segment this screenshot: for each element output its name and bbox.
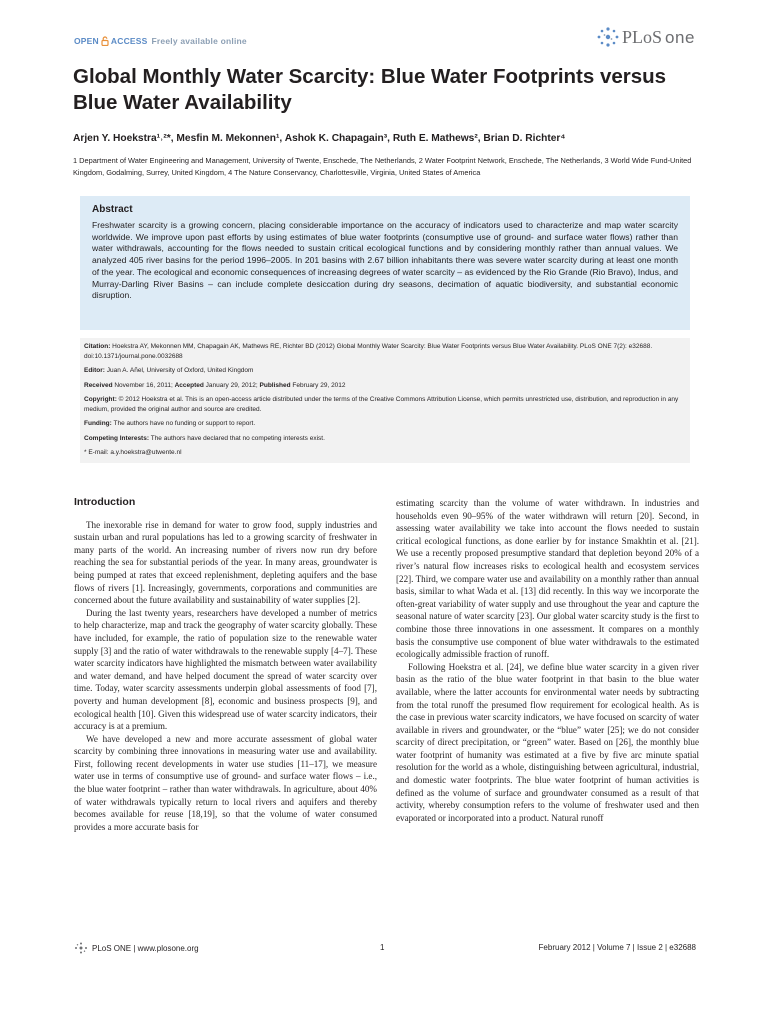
citation-text: Hoekstra AY, Mekonnen MM, Chapagain AK, Mathews RE, Richter BD (2012) Global Monthly Water Scarcity: Blue Water Footprints versus Blue Water Availability. PLoS ONE 7(2): e32688. doi:10.1371/journal.pone.0032688 (84, 343, 653, 360)
open-label: OPEN (74, 36, 99, 46)
abstract-box (80, 196, 690, 330)
article-title: Global Monthly Water Scarcity: Blue Water Footprints versus Blue Water Availability (73, 65, 667, 114)
editor (84, 366, 686, 376)
competing-label: Competing Interests: (84, 434, 150, 442)
body-paragraph: Following Hoekstra et al. [24], we define blue water scarcity in a given river basin as the ratio of the blue water footprint in that basin to the blue water available, where the latter accounts for environmental water needs by subtracting from the total runoff the presumed flow requirement for ecological health. As is the case in previous water scarcity indicators, we have focused on scarcity of water available in rivers and groundwater, or the “blue” water [25]; we do not consider scarcity of direct precipitation, or “green” water. Based on [26], the monthly blue water footprint of humanity was estimated at a five by five arc minute spatial resolution for the world as a whole, distinguishing between agricultural, industrial, and domestic water footprints. The blue water footprint of human activities is defined as the volume of surface and groundwater consumed as a result of that activity, whereby consumption refers to the volume of freshwater used and then evaporated or incorporated into a product. Natural runoff (396, 661, 699, 823)
footer-journal (74, 942, 199, 954)
plos-small-logo-icon (74, 942, 88, 954)
article-metadata (80, 338, 690, 463)
logo-one: one (665, 27, 695, 47)
abstract-heading: Abstract (92, 204, 133, 215)
editor-text: Juan A. Añel, University of Oxford, United Kingdom (106, 367, 254, 374)
competing-interests (84, 434, 686, 444)
page-number: 1 (380, 943, 385, 952)
footer-issue: February 2012 | Volume 7 | Issue 2 | e32688 (538, 943, 696, 952)
dates (84, 381, 686, 391)
citation (84, 342, 686, 361)
received-label: Received (84, 381, 113, 389)
page-footer (74, 942, 696, 956)
freely-available-label: Freely available online (151, 36, 247, 46)
funding-label: Funding: (84, 420, 112, 427)
body-paragraph: The inexorable rise in demand for water to grow food, supply industries and sustain urban and rural populations has led to a growing scarcity of freshwater in many parts of the world. An increasing number of rivers now run dry before reaching the sea for substantial periods of the year. In many areas, groundwater is being pumped at rates that exceed replenishment, depleting aquifers and the base flows of rivers [1]. Increasingly, governments, corporations and communities are concerned about the future availability and sustainability of water supplies [2]. (74, 519, 377, 606)
body-right-column (396, 497, 699, 824)
access-label: ACCESS (110, 36, 148, 46)
copyright (84, 395, 686, 414)
funding-text: The authors have no funding or support to report. (113, 420, 256, 427)
plos-one-logo (596, 26, 695, 48)
body-left-column (74, 496, 377, 833)
received-date: November 16, 2011; (114, 381, 173, 389)
editor-label: Editor: (84, 367, 105, 374)
body-paragraph: estimating scarcity than the volume of water withdrawn. In industries and households even 90–95% of the water withdrawn will return [20]. Second, in assessing water availability we take into account the flows needed to sustain critical ecological functions, as done earlier by for instance Smakhtin et al. [21]. We use a recently proposed presumptive standard that depletion beyond 20% of a river’s natural flow increases risks to ecological health and ecosystem services [22]. Third, we compare water use and availability on a monthly rather than annual basis, similar to what Wada et al. [13] did recently. In this way we incorporate the often-great variability of water supply and use throughout the year and capture the seasonal nature of water scarcity [23]. Our global water scarcity study is the first to combine those three innovations in one assessment. It compares on a monthly basis the consumptive use component of blue water withdrawals to the estimated ecologically admissible fraction of runoff. (396, 498, 699, 660)
copyright-text: © 2012 Hoekstra et al. This is an open-access article distributed under the terms of the Creative Commons Attribution License, which permits unrestricted use, distribution, and reproduction in any medium, provided the original author and source are credited. (84, 396, 679, 413)
open-access-banner (74, 36, 247, 46)
funding (84, 419, 686, 429)
citation-label: Citation: (84, 343, 111, 350)
published-label: Published (259, 381, 291, 389)
plos-dots-icon (596, 26, 620, 48)
affiliations: 1 Department of Water Engineering and Management, University of Twente, Enschede, The Netherlands, 2 Water Footprint Network, Enschede, The Netherlands, 3 World Wide Fund-United Kingdom, Godalming, Surrey, United Kingdom, 4 The Nature Conservancy, Charlottesville, Virginia, United States of America (73, 156, 692, 177)
open-lock-icon (101, 36, 109, 46)
footer-journal-text: PLoS ONE | www.plosone.org (92, 943, 199, 953)
body-paragraph: We have developed a new and more accurate assessment of global water scarcity by combining three innovations in measuring water use and availability. First, following recent developments in water use studies [11–17], we measure water use in terms of consumptive use of ground- and surface water flows – i.e., the blue water footprint – rather than water withdrawals. In agriculture, about 40% of water withdrawals typically return to local rivers and aquifers and thereby becomes available for reuse [18,19], so that the volume of water consumed provides a more accurate basis for (74, 733, 377, 832)
author-list: Arjen Y. Hoekstra¹˒²*, Mesfin M. Mekonnen¹, Ashok K. Chapagain³, Ruth E. Mathews², Brian D. Richter⁴ (73, 133, 566, 144)
body-paragraph: During the last twenty years, researchers have developed a number of metrics to help characterize, map and track the geography of water scarcity globally. These have included, for example, the ratio of population size to the renewable water supply [3] and the ratio of water withdrawals to the renewable supply [4–7]. These water scarcity indicators have highlighted the mismatch between water availability and water demand, and have helped document the spread of water scarcity over time. Today, water scarcity assessments underpin global assessments of food [7], poverty and human development [8], economic and business prospects [9], and ecological health [10]. Given this widespread use of water scarcity indicators, their accuracy is at a premium. (74, 607, 377, 732)
copyright-label: Copyright: (84, 396, 117, 403)
accepted-date: January 29, 2012; (205, 381, 258, 389)
abstract-text: Freshwater scarcity is a growing concern, placing considerable importance on the accuracy of indicators used to characterize and map water scarcity worldwide. We improve upon past efforts by using estimates of blue water footprints (consumptive use of ground- and surface water flows) rather than water withdrawals, accounting for the flows needed to sustain critical ecological functions and by considering monthly rather than annual values. We analyzed 405 river basins for the period 1996–2005. In 201 basins with 2.67 billion inhabitants there was severe water scarcity during at least one month of the year. The ecological and economic consequences of increasing degrees of water scarcity – as evidenced by the Rio Grande (Rio Bravo), Indus, and Murray-Darling River Basins – can include complete desiccation during dry seasons, decimation of aquatic biodiversity, and substantial economic disruption. (92, 220, 678, 301)
published-date: February 29, 2012 (292, 381, 346, 389)
corresponding-email: * E-mail: a.y.hoekstra@utwente.nl (84, 449, 182, 456)
logo-plos: PLoS (622, 26, 663, 47)
accepted-label: Accepted (174, 381, 204, 389)
competing-text: The authors have declared that no competing interests exist. (150, 434, 325, 442)
plos-logo-text (622, 27, 695, 48)
introduction-heading: Introduction (74, 496, 136, 508)
